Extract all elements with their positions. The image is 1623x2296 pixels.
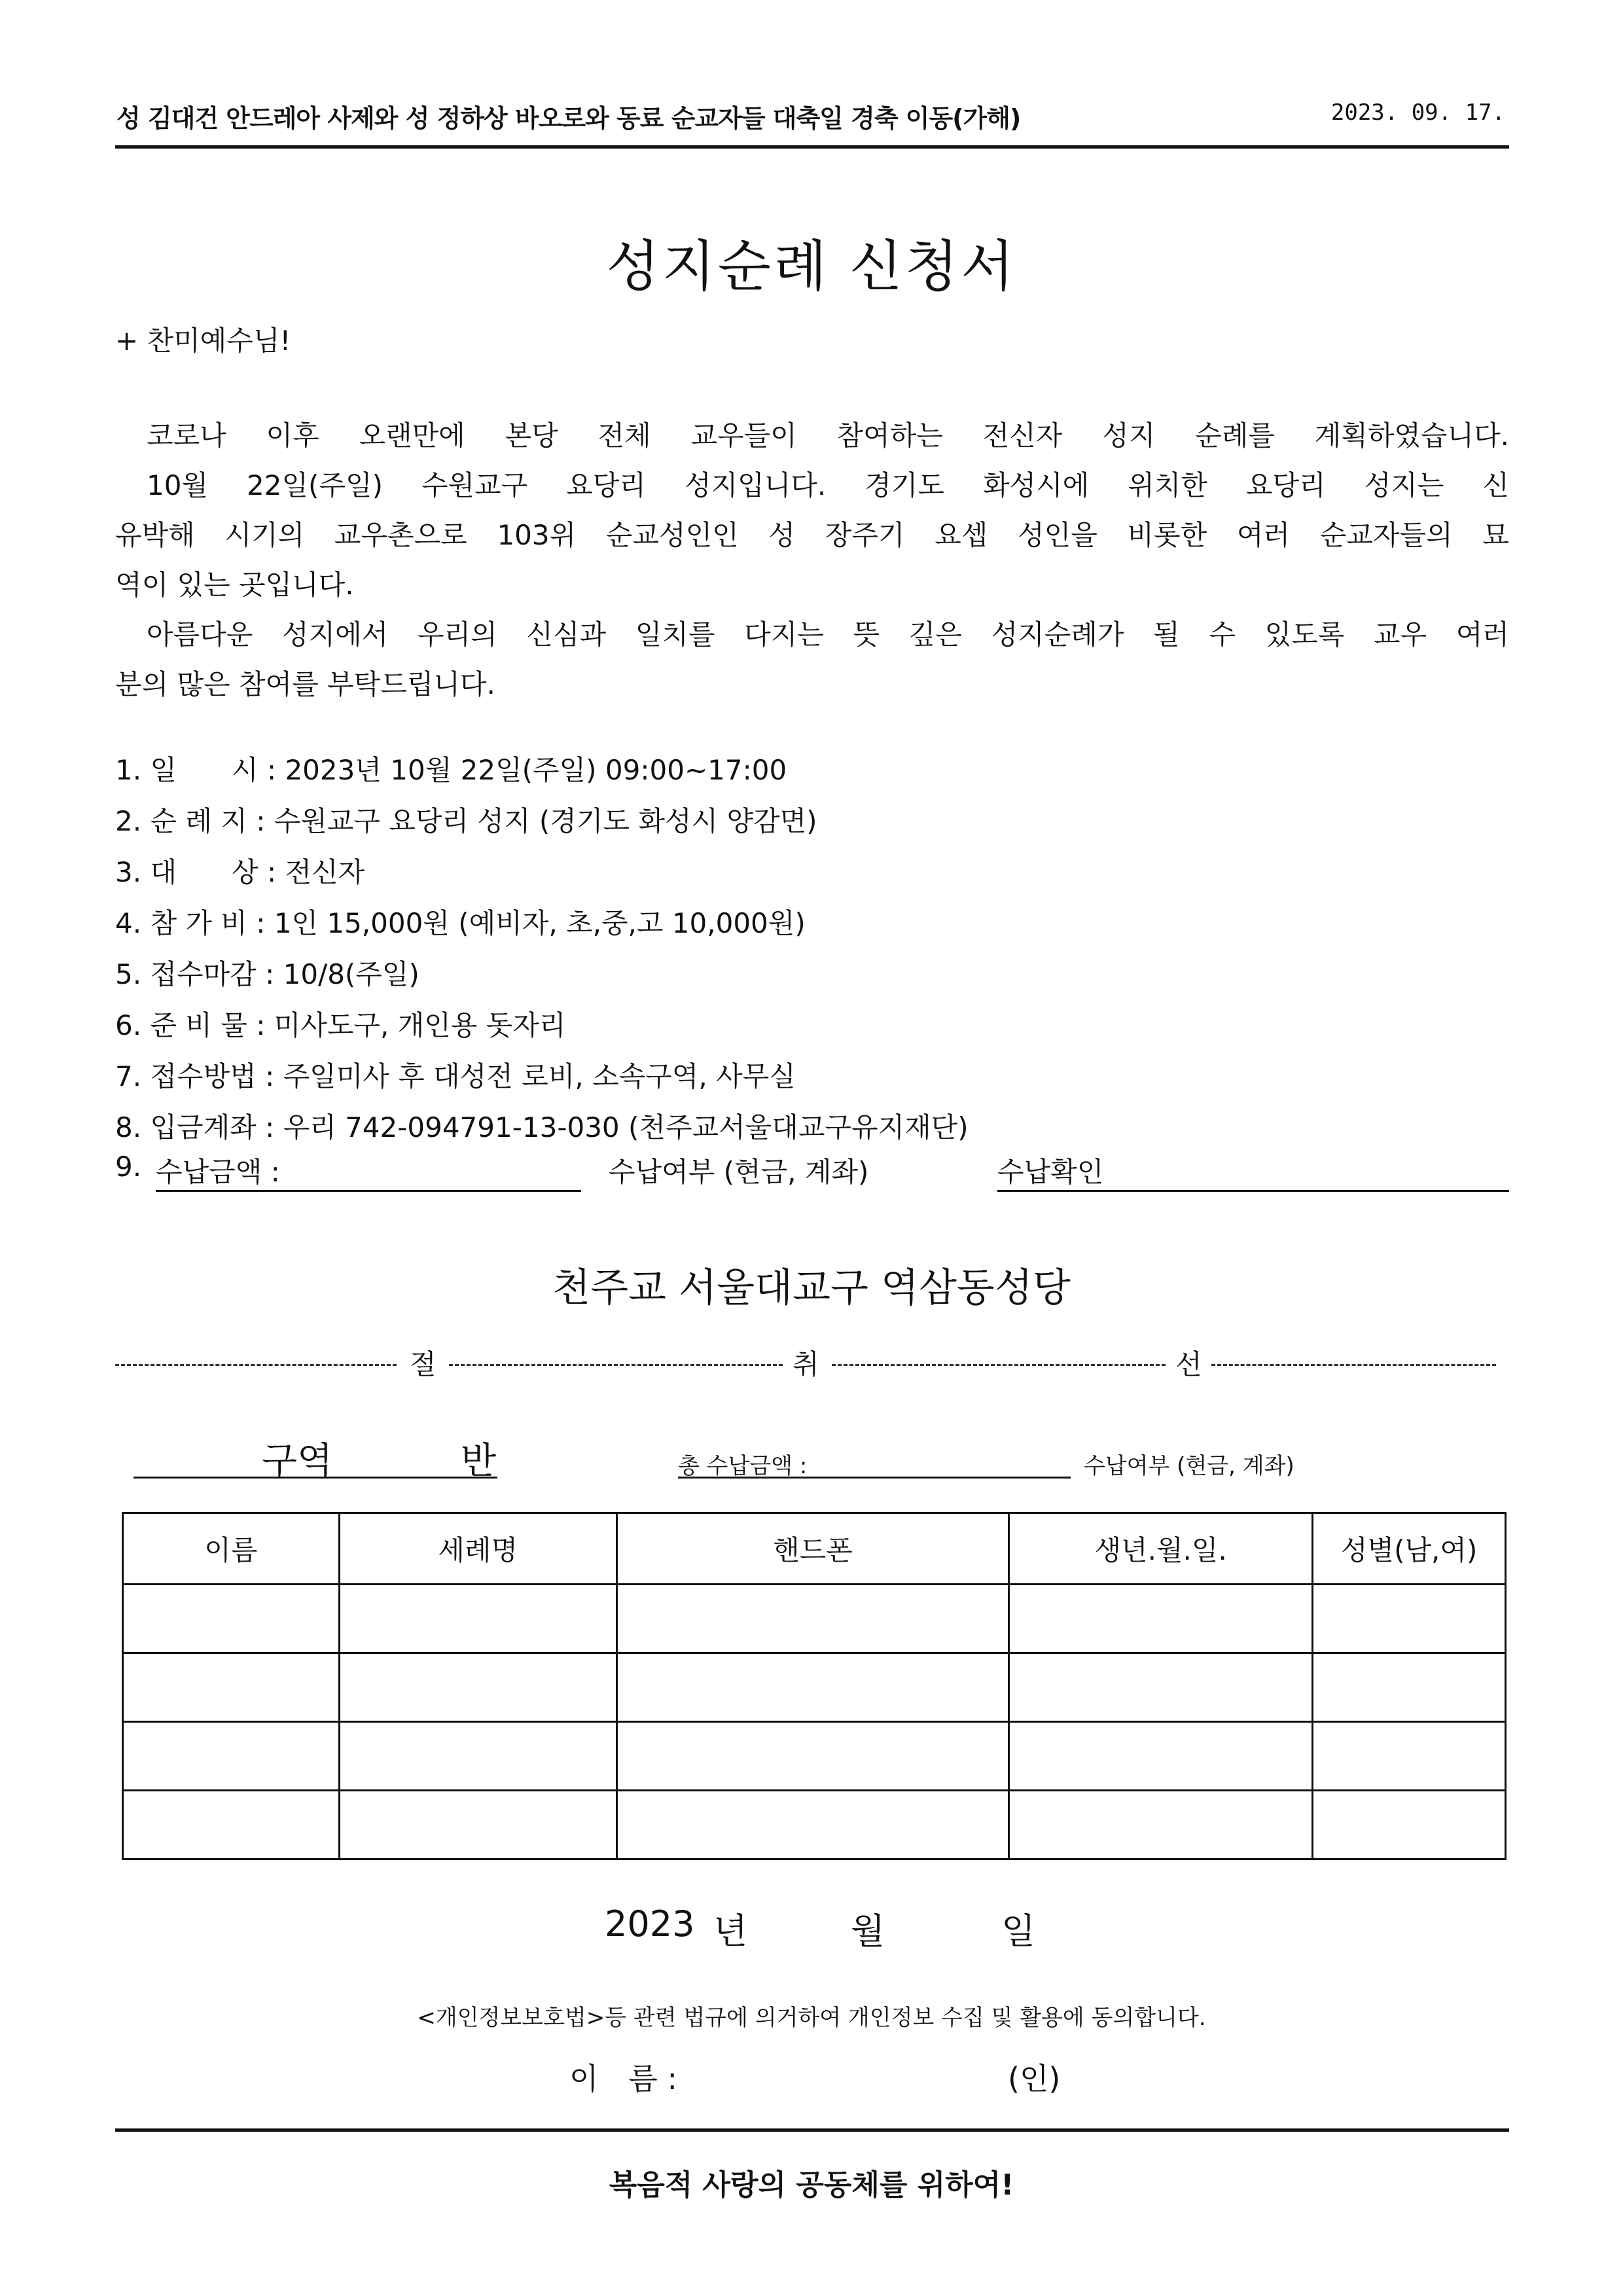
district-label: 구역 bbox=[262, 1440, 333, 1482]
header-rule bbox=[115, 145, 1509, 149]
date-day-unit: 일 bbox=[1001, 1910, 1036, 1952]
footer-motto: 복음적 사랑의 공동체를 위하여! bbox=[609, 2168, 1014, 2202]
cut-dash bbox=[449, 1364, 783, 1366]
table-cell[interactable] bbox=[1313, 1791, 1506, 1859]
table-row bbox=[123, 1653, 1506, 1722]
table-cell[interactable] bbox=[616, 1585, 1008, 1653]
greeting: + 찬미예수님! bbox=[115, 325, 291, 357]
column-header-birthdate: 생년.월.일. bbox=[1009, 1513, 1313, 1585]
fee-confirm-label: 수납확인 bbox=[997, 1156, 1104, 1188]
detail-row: 3. 대 상 : 전신자 bbox=[115, 856, 365, 888]
total-amount-field[interactable] bbox=[678, 1448, 1071, 1479]
column-header-gender: 성별(남,여) bbox=[1313, 1513, 1506, 1585]
applicant-table bbox=[122, 1512, 1507, 1860]
table-cell[interactable] bbox=[123, 1791, 340, 1859]
detail-row: 7. 접수방법 : 주일미사 후 대성전 로비, 소속구역, 사무실 bbox=[115, 1060, 796, 1092]
detail-row: 5. 접수마감 : 10/8(주일) bbox=[115, 958, 419, 990]
header-date: 2023. 09. 17. bbox=[1330, 99, 1505, 126]
table-row bbox=[123, 1722, 1506, 1791]
total-amount-label: 총 수납금액 : bbox=[678, 1453, 808, 1479]
cut-label: 취 bbox=[793, 1343, 819, 1382]
page-title: 성지순례 신청서 bbox=[606, 234, 1017, 298]
table-cell[interactable] bbox=[1313, 1653, 1506, 1722]
cut-dash bbox=[1211, 1364, 1496, 1366]
cut-label: 선 bbox=[1175, 1343, 1202, 1382]
signature-label: 이 름 : bbox=[569, 2061, 677, 2096]
detail-row: 8. 입금계좌 : 우리 742-094791-13-030 (천주교서울대교구유지재단) bbox=[115, 1111, 969, 1143]
group-label: 반 bbox=[461, 1440, 497, 1482]
table-cell[interactable] bbox=[123, 1653, 340, 1722]
cut-dash bbox=[115, 1364, 397, 1366]
table-cell[interactable] bbox=[339, 1791, 616, 1859]
detail-row: 2. 순 례 지 : 수원교구 요당리 성지 (경기도 화성시 양감면) bbox=[115, 805, 817, 837]
intro-line: 역이 있는 곳입니다. bbox=[115, 569, 354, 601]
intro-line: 10월 22일(주일) 수원교구 요당리 성지입니다. 경기도 화성시에 위치한 요당리 성지는 신 bbox=[147, 469, 1509, 501]
intro-line: 코로나 이후 오랜만에 본당 전체 교우들이 참여하는 전신자 성지 순례를 계획하였습니다. bbox=[147, 420, 1509, 452]
column-header-phone: 핸드폰 bbox=[616, 1513, 1008, 1585]
column-header-baptismal-name: 세례명 bbox=[339, 1513, 616, 1585]
table-cell[interactable] bbox=[1009, 1653, 1313, 1722]
table-cell[interactable] bbox=[616, 1791, 1008, 1859]
table-header-row bbox=[123, 1513, 1506, 1585]
table-row bbox=[123, 1791, 1506, 1859]
form-method-label: 수납여부 (현금, 계좌) bbox=[1084, 1453, 1294, 1479]
fee-method-label: 수납여부 (현금, 계좌) bbox=[609, 1156, 869, 1188]
intro-line: 유박해 시기의 교우촌으로 103위 순교성인인 성 장주기 요셉 성인을 비롯한 여러 순교자들의 묘 bbox=[115, 519, 1509, 551]
header-event-title: 성 김대건 안드레아 사제와 성 정하상 바오로와 동료 순교자들 대축일 경축 이동(가해) bbox=[116, 104, 1021, 133]
table-cell[interactable] bbox=[1313, 1585, 1506, 1653]
date-year-unit: 년 bbox=[713, 1910, 748, 1952]
detail-row: 4. 참 가 비 : 1인 15,000원 (예비자, 초,중,고 10,000원) bbox=[115, 907, 806, 939]
footer-rule bbox=[115, 2128, 1509, 2132]
table-cell[interactable] bbox=[616, 1653, 1008, 1722]
fee-confirm-field[interactable] bbox=[997, 1151, 1509, 1192]
signature-seal: (인) bbox=[1008, 2061, 1061, 2096]
table-cell[interactable] bbox=[1009, 1791, 1313, 1859]
fee-amount-field[interactable] bbox=[156, 1151, 581, 1192]
table-cell[interactable] bbox=[1009, 1585, 1313, 1653]
detail-row: 6. 준 비 물 : 미사도구, 개인용 돗자리 bbox=[115, 1009, 566, 1041]
table-cell[interactable] bbox=[339, 1653, 616, 1722]
table-cell[interactable] bbox=[1009, 1722, 1313, 1791]
fee-num: 9. bbox=[115, 1151, 142, 1183]
privacy-consent: <개인정보보호법>등 관련 법규에 의거하여 개인정보 수집 및 활용에 동의합니다. bbox=[417, 2005, 1206, 2031]
table-cell[interactable] bbox=[339, 1585, 616, 1653]
intro-paragraph bbox=[115, 411, 1509, 709]
intro-line: 분의 많은 참여를 부탁드립니다. bbox=[115, 668, 495, 700]
organization-name: 천주교 서울대교구 역삼동성당 bbox=[552, 1265, 1071, 1311]
table-cell[interactable] bbox=[1313, 1722, 1506, 1791]
cut-label: 절 bbox=[410, 1343, 437, 1382]
date-month-unit: 월 bbox=[851, 1910, 885, 1952]
detail-row: 1. 일 시 : 2023년 10월 22일(주일) 09:00~17:00 bbox=[115, 754, 787, 786]
column-header-name: 이름 bbox=[123, 1513, 340, 1585]
district-field[interactable] bbox=[134, 1435, 497, 1482]
intro-line: 아름다운 성지에서 우리의 신심과 일치를 다지는 뜻 깊은 성지순례가 될 수 있도록 교우 여러 bbox=[147, 619, 1509, 651]
table-cell[interactable] bbox=[123, 1722, 340, 1791]
details-list bbox=[115, 745, 969, 1153]
table-cell[interactable] bbox=[123, 1585, 340, 1653]
cut-line bbox=[115, 1343, 1509, 1382]
date-year: 2023 bbox=[605, 1903, 695, 1945]
table-row bbox=[123, 1585, 1506, 1653]
cut-dash bbox=[832, 1364, 1166, 1366]
table-cell[interactable] bbox=[339, 1722, 616, 1791]
fee-amount-label: 수납금액 : bbox=[156, 1156, 280, 1188]
table-cell[interactable] bbox=[616, 1722, 1008, 1791]
